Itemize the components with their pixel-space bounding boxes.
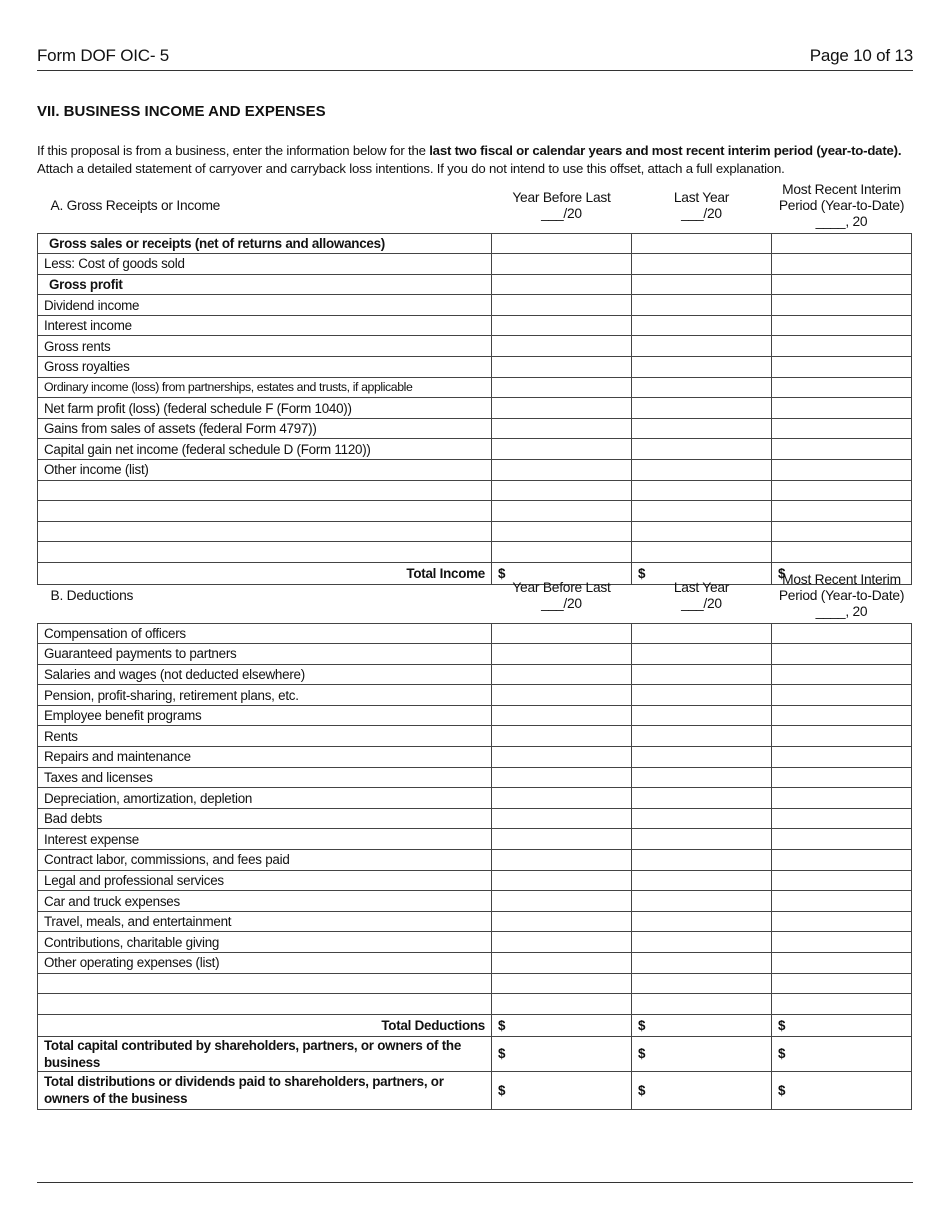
deduction-row-interim-cell[interactable] [772, 623, 912, 644]
deduction-row-label: Contributions, charitable giving [38, 932, 492, 953]
col-line: Period (Year-to-Date) [778, 588, 905, 604]
deduction-row-year-before-last-cell[interactable] [492, 891, 632, 912]
col-line: Most Recent Interim [782, 572, 901, 588]
income-row-last-year-cell[interactable] [632, 460, 772, 481]
deduction-row-label: Taxes and licenses [38, 767, 492, 788]
total-deductions-last-year-cell[interactable]: $ [632, 1014, 772, 1036]
income-row-interim-cell[interactable] [772, 460, 912, 481]
deduction-row-year-before-last-cell[interactable] [492, 829, 632, 850]
deduction-blank-row [38, 994, 912, 1015]
deductions-col-interim [772, 570, 912, 623]
col-line: ___/20 [681, 206, 722, 222]
col-line: ___/20 [541, 206, 582, 222]
income-row-interim-cell[interactable] [772, 274, 912, 295]
income-row-year-before-last-cell[interactable] [492, 254, 632, 275]
income-row [38, 357, 912, 378]
deduction-row-last-year-cell[interactable] [632, 829, 772, 850]
col-line: Last Year [673, 580, 730, 596]
income-row-label: Less: Cost of goods sold [38, 254, 492, 275]
total-income-interim-cell[interactable]: $ [772, 563, 912, 585]
deduction-row-label: Car and truck expenses [38, 891, 492, 912]
deduction-blank-year-before-last-cell[interactable] [492, 973, 632, 994]
deduction-row [38, 808, 912, 829]
income-row-year-before-last-cell[interactable] [492, 398, 632, 419]
deduction-row-label: Interest expense [38, 829, 492, 850]
deduction-row [38, 870, 912, 891]
deduction-row [38, 685, 912, 706]
income-row-last-year-cell[interactable] [632, 418, 772, 439]
total-deductions-year-before-last-cell[interactable]: $ [492, 1014, 632, 1036]
total-deductions-label: Total Deductions [38, 1014, 492, 1036]
income-col-year-before-last [492, 180, 632, 233]
deduction-row-year-before-last-cell[interactable] [492, 788, 632, 809]
deduction-row-last-year-cell[interactable] [632, 685, 772, 706]
deduction-row-year-before-last-cell[interactable] [492, 747, 632, 768]
deduction-row-last-year-cell[interactable] [632, 664, 772, 685]
income-row-label: Gains from sales of assets (federal Form 4797)) [38, 418, 492, 439]
income-row-year-before-last-cell[interactable] [492, 357, 632, 378]
form-id: Form DOF OIC- 5 [37, 46, 170, 65]
deduction-row-last-year-cell[interactable] [632, 705, 772, 726]
deduction-row [38, 953, 912, 974]
deduction-row-year-before-last-cell[interactable] [492, 767, 632, 788]
deduction-row-label: Legal and professional services [38, 870, 492, 891]
income-row-last-year-cell[interactable] [632, 357, 772, 378]
total-income-year-before-last-cell[interactable]: $ [492, 563, 632, 585]
deduction-row-interim-cell[interactable] [772, 726, 912, 747]
income-row-label: Net farm profit (loss) (federal schedule F (Form 1040)) [38, 398, 492, 419]
total-deductions-interim-cell[interactable]: $ [772, 1014, 912, 1036]
total-distributions-year-before-last-cell[interactable]: $ [492, 1071, 632, 1109]
col-line: ____, 20 [815, 604, 868, 620]
deduction-row-label: Contract labor, commissions, and fees paid [38, 850, 492, 871]
deduction-blank-row [38, 973, 912, 994]
intro-part2: Attach a detailed statement of carryover and carryback loss intentions. If you do not intend to use this offset, attach a full explanation. [37, 161, 785, 176]
income-row-label: Gross profit [38, 274, 492, 295]
deduction-row [38, 911, 912, 932]
deductions-heading: B. Deductions [50, 588, 134, 604]
income-row-last-year-cell[interactable] [632, 336, 772, 357]
deduction-row [38, 623, 912, 644]
deduction-row-last-year-cell[interactable] [632, 644, 772, 665]
income-row-label: Capital gain net income (federal schedule D (Form 1120)) [38, 439, 492, 460]
income-row-label: Gross rents [38, 336, 492, 357]
income-blank-row [38, 521, 912, 542]
total-distributions-interim-cell[interactable]: $ [772, 1071, 912, 1109]
deduction-blank-interim-cell[interactable] [772, 973, 912, 994]
total-distributions-last-year-cell[interactable]: $ [632, 1071, 772, 1109]
income-row-year-before-last-cell[interactable] [492, 336, 632, 357]
deduction-row [38, 788, 912, 809]
deduction-row-last-year-cell[interactable] [632, 623, 772, 644]
deduction-blank-interim-cell[interactable] [772, 994, 912, 1015]
deduction-row [38, 932, 912, 953]
deduction-row-label: Repairs and maintenance [38, 747, 492, 768]
deduction-row-interim-cell[interactable] [772, 870, 912, 891]
header-divider [37, 70, 913, 71]
income-row-label: Gross royalties [38, 357, 492, 378]
deduction-row-year-before-last-cell[interactable] [492, 664, 632, 685]
col-line: ___/20 [541, 596, 582, 612]
col-line: ___/20 [681, 596, 722, 612]
deduction-row-label: Pension, profit-sharing, retirement plans, etc. [38, 685, 492, 706]
deduction-row-label: Guaranteed payments to partners [38, 644, 492, 665]
deduction-row-last-year-cell[interactable] [632, 911, 772, 932]
deduction-row-interim-cell[interactable] [772, 664, 912, 685]
income-col-last-year [632, 180, 772, 233]
deduction-blank-label-cell[interactable] [38, 994, 492, 1015]
income-row-interim-cell[interactable] [772, 377, 912, 398]
deductions-body [38, 623, 912, 1109]
deduction-row-last-year-cell[interactable] [632, 788, 772, 809]
deduction-row-year-before-last-cell[interactable] [492, 644, 632, 665]
deduction-row [38, 829, 912, 850]
income-row-last-year-cell[interactable] [632, 295, 772, 316]
deductions-col-year-before-last [492, 570, 632, 623]
deduction-row-interim-cell[interactable] [772, 767, 912, 788]
income-row-year-before-last-cell[interactable] [492, 274, 632, 295]
deduction-row-interim-cell[interactable] [772, 644, 912, 665]
income-row-label: Other income (list) [38, 460, 492, 481]
deduction-row-label: Compensation of officers [38, 623, 492, 644]
income-row-interim-cell[interactable] [772, 357, 912, 378]
income-row [38, 233, 912, 254]
income-blank-interim-cell[interactable] [772, 521, 912, 542]
income-blank-label-cell[interactable] [38, 501, 492, 522]
intro-part1: If this proposal is from a business, enter the information below for the [37, 143, 430, 158]
total-income-label: Total Income [38, 563, 492, 585]
deduction-row-year-before-last-cell[interactable] [492, 726, 632, 747]
deduction-row-label: Travel, meals, and entertainment [38, 911, 492, 932]
deduction-row [38, 767, 912, 788]
income-blank-interim-cell[interactable] [772, 542, 912, 563]
income-row [38, 336, 912, 357]
deduction-row-year-before-last-cell[interactable] [492, 932, 632, 953]
col-line: Year Before Last [512, 580, 611, 596]
income-blank-row [38, 480, 912, 501]
deduction-row-label: Rents [38, 726, 492, 747]
income-row-label: Dividend income [38, 295, 492, 316]
deduction-blank-year-before-last-cell[interactable] [492, 994, 632, 1015]
deduction-row-last-year-cell[interactable] [632, 747, 772, 768]
income-row-interim-cell[interactable] [772, 418, 912, 439]
income-table [37, 180, 912, 588]
intro-text [37, 142, 917, 178]
deduction-row-last-year-cell[interactable] [632, 767, 772, 788]
income-row-year-before-last-cell[interactable] [492, 295, 632, 316]
deduction-row-year-before-last-cell[interactable] [492, 623, 632, 644]
income-blank-year-before-last-cell[interactable] [492, 480, 632, 501]
income-row-interim-cell[interactable] [772, 233, 912, 254]
section-title: VII. BUSINESS INCOME AND EXPENSES [37, 103, 326, 120]
income-blank-interim-cell[interactable] [772, 501, 912, 522]
total-deductions-row [38, 1014, 912, 1036]
deduction-row-interim-cell[interactable] [772, 850, 912, 871]
income-row-label: Ordinary income (loss) from partnerships, estates and trusts, if applicable [38, 377, 492, 398]
deduction-row-year-before-last-cell[interactable] [492, 705, 632, 726]
income-row [38, 254, 912, 275]
col-line: Period (Year-to-Date) [778, 198, 905, 214]
footer-divider [37, 1182, 913, 1183]
deduction-row-last-year-cell[interactable] [632, 808, 772, 829]
col-line: Last Year [673, 190, 730, 206]
income-row [38, 439, 912, 460]
deduction-row-last-year-cell[interactable] [632, 932, 772, 953]
total-income-last-year-cell[interactable]: $ [632, 563, 772, 585]
total-capital-row [38, 1036, 912, 1071]
income-row-last-year-cell[interactable] [632, 398, 772, 419]
deduction-row [38, 891, 912, 912]
income-row [38, 460, 912, 481]
income-row [38, 377, 912, 398]
income-row-interim-cell[interactable] [772, 295, 912, 316]
col-line: Year Before Last [512, 190, 611, 206]
deduction-row-interim-cell[interactable] [772, 932, 912, 953]
deduction-row [38, 726, 912, 747]
income-row-interim-cell[interactable] [772, 315, 912, 336]
deduction-row-interim-cell[interactable] [772, 685, 912, 706]
deduction-row-last-year-cell[interactable] [632, 891, 772, 912]
deduction-row-interim-cell[interactable] [772, 953, 912, 974]
deduction-row-last-year-cell[interactable] [632, 953, 772, 974]
income-row-last-year-cell[interactable] [632, 233, 772, 254]
deduction-row-label: Other operating expenses (list) [38, 953, 492, 974]
income-row-interim-cell[interactable] [772, 254, 912, 275]
deduction-row [38, 664, 912, 685]
income-row [38, 418, 912, 439]
col-line: ____, 20 [815, 214, 868, 230]
income-blank-label-cell[interactable] [38, 480, 492, 501]
total-distributions-row [38, 1071, 912, 1109]
income-row-year-before-last-cell[interactable] [492, 315, 632, 336]
income-row-last-year-cell[interactable] [632, 377, 772, 398]
deduction-row-year-before-last-cell[interactable] [492, 870, 632, 891]
deduction-row-interim-cell[interactable] [772, 829, 912, 850]
deduction-row-last-year-cell[interactable] [632, 870, 772, 891]
deductions-table [37, 570, 912, 1110]
deduction-row-last-year-cell[interactable] [632, 850, 772, 871]
total-capital-year-before-last-cell[interactable]: $ [492, 1036, 632, 1071]
deduction-row [38, 705, 912, 726]
income-row [38, 315, 912, 336]
deduction-row-year-before-last-cell[interactable] [492, 953, 632, 974]
deduction-row-year-before-last-cell[interactable] [492, 911, 632, 932]
deduction-row-last-year-cell[interactable] [632, 726, 772, 747]
col-line: Most Recent Interim [782, 182, 901, 198]
income-row-year-before-last-cell[interactable] [492, 377, 632, 398]
income-row-interim-cell[interactable] [772, 336, 912, 357]
deduction-row [38, 644, 912, 665]
income-row-label: Interest income [38, 315, 492, 336]
deduction-blank-label-cell[interactable] [38, 973, 492, 994]
deduction-row-interim-cell[interactable] [772, 808, 912, 829]
income-blank-row [38, 542, 912, 563]
income-heading: A. Gross Receipts or Income [50, 198, 221, 214]
income-row-last-year-cell[interactable] [632, 439, 772, 460]
income-row-last-year-cell[interactable] [632, 274, 772, 295]
income-blank-last-year-cell[interactable] [632, 521, 772, 542]
deduction-row-year-before-last-cell[interactable] [492, 808, 632, 829]
deduction-blank-last-year-cell[interactable] [632, 994, 772, 1015]
total-distributions-label: Total distributions or dividends paid to shareholders, partners, or owners of the business [38, 1071, 492, 1109]
income-row-year-before-last-cell[interactable] [492, 460, 632, 481]
deduction-row [38, 850, 912, 871]
income-blank-last-year-cell[interactable] [632, 480, 772, 501]
deduction-row-interim-cell[interactable] [772, 747, 912, 768]
total-capital-label: Total capital contributed by shareholders, partners, or owners of the business [38, 1036, 492, 1071]
deduction-row-label: Salaries and wages (not deducted elsewhere) [38, 664, 492, 685]
income-blank-last-year-cell[interactable] [632, 501, 772, 522]
deduction-row-label: Depreciation, amortization, depletion [38, 788, 492, 809]
deduction-row-interim-cell[interactable] [772, 911, 912, 932]
deductions-col-last-year [632, 570, 772, 623]
income-col-interim [772, 180, 912, 233]
income-blank-last-year-cell[interactable] [632, 542, 772, 563]
deduction-row-label: Bad debts [38, 808, 492, 829]
income-row-last-year-cell[interactable] [632, 315, 772, 336]
income-row-year-before-last-cell[interactable] [492, 233, 632, 254]
income-row [38, 274, 912, 295]
income-blank-year-before-last-cell[interactable] [492, 542, 632, 563]
total-capital-interim-cell[interactable]: $ [772, 1036, 912, 1071]
deduction-row-year-before-last-cell[interactable] [492, 685, 632, 706]
deduction-row-interim-cell[interactable] [772, 788, 912, 809]
income-row [38, 295, 912, 316]
income-blank-year-before-last-cell[interactable] [492, 501, 632, 522]
income-blank-label-cell[interactable] [38, 542, 492, 563]
income-blank-label-cell[interactable] [38, 521, 492, 542]
deduction-row [38, 747, 912, 768]
income-row-year-before-last-cell[interactable] [492, 439, 632, 460]
deduction-row-label: Employee benefit programs [38, 705, 492, 726]
income-row-label: Gross sales or receipts (net of returns and allowances) [38, 233, 492, 254]
page-number: Page 10 of 13 [809, 46, 913, 65]
income-row-year-before-last-cell[interactable] [492, 418, 632, 439]
income-row [38, 398, 912, 419]
deduction-row-interim-cell[interactable] [772, 891, 912, 912]
income-row-interim-cell[interactable] [772, 398, 912, 419]
deduction-row-interim-cell[interactable] [772, 705, 912, 726]
income-row-last-year-cell[interactable] [632, 254, 772, 275]
income-blank-year-before-last-cell[interactable] [492, 521, 632, 542]
income-blank-interim-cell[interactable] [772, 480, 912, 501]
income-blank-row [38, 501, 912, 522]
total-capital-last-year-cell[interactable]: $ [632, 1036, 772, 1071]
income-row-interim-cell[interactable] [772, 439, 912, 460]
deduction-row-year-before-last-cell[interactable] [492, 850, 632, 871]
deduction-blank-last-year-cell[interactable] [632, 973, 772, 994]
intro-bold: last two fiscal or calendar years and most recent interim period (year-to-date). [429, 143, 902, 158]
